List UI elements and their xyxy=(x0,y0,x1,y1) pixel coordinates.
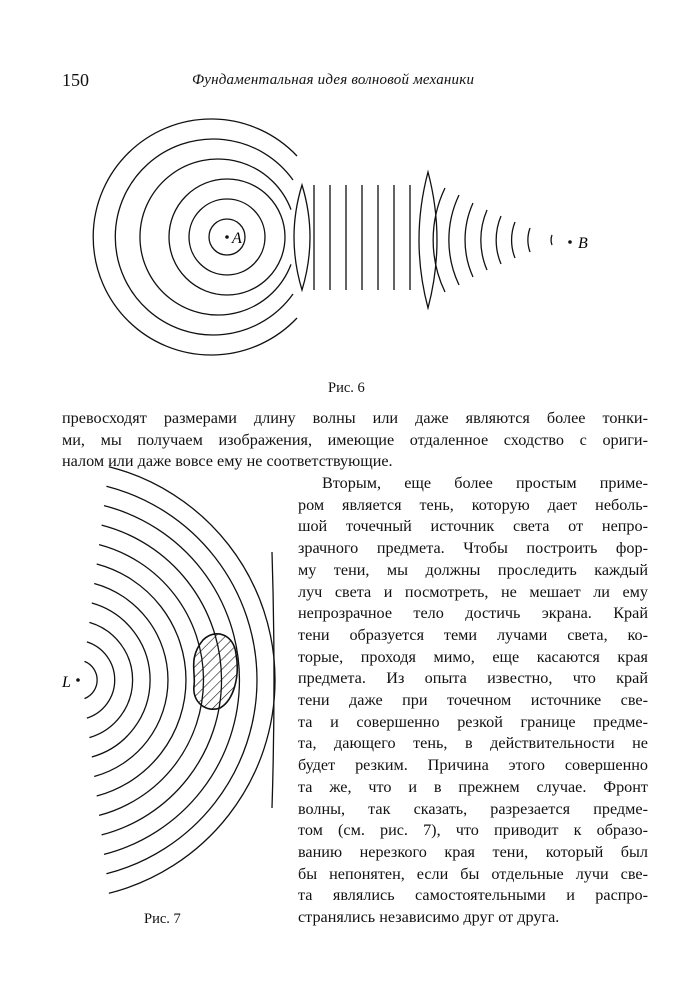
paragraph-continuation xyxy=(62,408,648,473)
fig6-arc xyxy=(140,159,291,315)
text-line: тени даже при точечном источнике све- xyxy=(298,691,648,710)
text-line: та являлись самостоятельными и распро- xyxy=(298,886,648,905)
fig6-label-a: A xyxy=(232,230,242,247)
paragraph-shadow xyxy=(298,473,648,929)
text-line: та, дающего тень, в действительности не xyxy=(298,734,648,753)
text-line: превосходят размерами длину волны или даже являются более тонки- xyxy=(62,409,648,427)
text-line: ванию нерезкого края тени, который был xyxy=(298,842,648,861)
text-line: тени образуется теми лучами света, ко- xyxy=(298,625,648,644)
fig6-converging-arc xyxy=(481,210,487,270)
figure-6-caption: Рис. 6 xyxy=(328,380,365,396)
text-line: му тени, мы должны проследить каждый xyxy=(298,560,648,579)
text-line: волны, так сказать, разрезается предме- xyxy=(298,799,648,818)
fig6-lens-2 xyxy=(419,172,437,308)
fig6-lens-1 xyxy=(294,185,310,290)
fig6-point-a xyxy=(225,235,229,239)
fig6-point-b xyxy=(568,240,572,244)
figure-7-caption: Рис. 7 xyxy=(144,911,181,927)
fig6-converging-arc xyxy=(496,216,501,264)
running-title: Фундаментальная идея волновой механики xyxy=(192,72,475,88)
text-line: зрачного предмета. Чтобы построить фор- xyxy=(298,539,648,558)
page-number: 150 xyxy=(62,70,89,90)
fig7-arc xyxy=(94,584,168,777)
text-line: том (см. рис. 7), что приводит к образо- xyxy=(298,821,648,840)
fig6-converging-arc xyxy=(465,203,473,277)
fig6-converging-arc xyxy=(512,222,515,258)
text-line: шой точечный источник света от непро- xyxy=(298,517,648,536)
text-line: ром является тень, которую дает неболь- xyxy=(298,495,648,514)
text-line: луч света и посмотреть, не мешает ли ему xyxy=(298,582,648,601)
text-line: торые, проходя мимо, еще касаются края xyxy=(298,647,648,666)
fig7-arc xyxy=(85,661,98,698)
text-line: та же, что и в прежнем случае. Фронт xyxy=(298,777,648,796)
fig7-obstacle xyxy=(194,634,238,709)
fig6-label-b: B xyxy=(578,235,588,252)
fig7-label-l: L xyxy=(62,674,71,691)
fig7-arc xyxy=(89,622,132,737)
text-line: та и совершенно резкой границе предме- xyxy=(298,712,648,731)
text-line: странялись независимо друг от друга. xyxy=(298,908,560,927)
text-line: предмета. Из опыта известно, что край xyxy=(298,669,648,688)
fig7-point-l xyxy=(76,678,80,682)
text-line: налом или даже вовсе ему не соответствующие. xyxy=(62,452,393,471)
text-line: будет резким. Причина этого совершенно xyxy=(298,756,648,775)
fig7-screen xyxy=(272,552,274,808)
fig7-arc xyxy=(109,467,275,894)
text-line: ми, мы получаем изображения, имеющие отдаленное сходство с ориги- xyxy=(62,430,648,449)
fig6-converging-arc xyxy=(449,195,459,285)
fig6-drawing xyxy=(93,119,552,355)
fig6-arc xyxy=(115,139,293,335)
fig7-arc xyxy=(97,564,186,796)
text-line: Вторым, еще более простым приме- xyxy=(322,474,648,492)
fig7-drawing xyxy=(85,467,276,894)
fig7-arc xyxy=(92,603,150,757)
fig6-converging-arc xyxy=(528,228,530,252)
text-line: непрозрачное тело достичь экрана. Край xyxy=(298,604,648,623)
fig7-arc xyxy=(87,642,115,718)
fig6-converging-arc xyxy=(551,235,552,245)
text-line: бы непонятен, если бы отдельные лучи све- xyxy=(298,864,648,883)
